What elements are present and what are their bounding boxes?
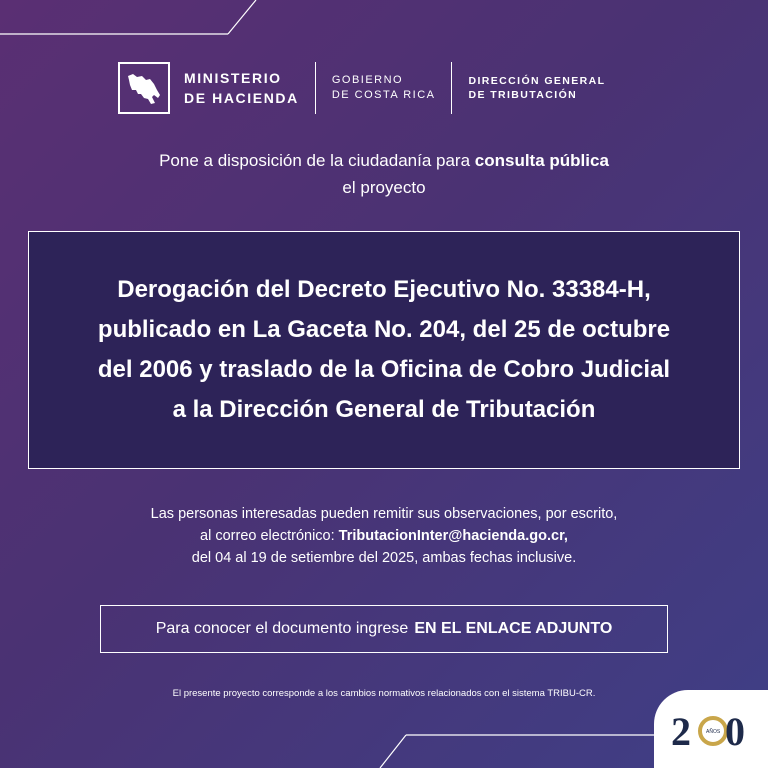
costa-rica-map-icon xyxy=(118,62,170,114)
200-years-badge xyxy=(654,690,768,768)
document-link-button[interactable]: Para conocer el documento ingrese EN EL ENLACE ADJUNTO xyxy=(100,605,668,653)
intro-text: Pone a disposición de la ciudadanía para consulta pública el proyecto xyxy=(0,147,768,201)
gob-line1: GOBIERNO xyxy=(331,74,404,86)
email-address[interactable]: TributacionInter@hacienda.go.cr, xyxy=(338,528,568,544)
header-divider xyxy=(315,62,316,114)
ministry-name xyxy=(184,68,299,108)
directorate-name xyxy=(468,74,605,102)
svg-text:2: 2 xyxy=(671,709,691,753)
dgt-line1: DIRECCIÓN GENERAL xyxy=(468,75,606,87)
government-name xyxy=(332,73,436,103)
dgt-line2: DE TRIBUTACIÓN xyxy=(468,89,578,101)
svg-text:AÑOS: AÑOS xyxy=(706,729,721,735)
200-years-logo xyxy=(669,705,753,753)
consulta-publica-label: consulta pública xyxy=(474,151,609,170)
svg-text:0: 0 xyxy=(725,709,745,753)
header-divider xyxy=(451,62,452,114)
ministry-line2: DE HACIENDA xyxy=(184,90,299,106)
observations-text: Las personas interesadas pueden remitir sus observaciones, por escrito, al correo electrónico: TributacionInter@hacienda.go.cr, del 04 al 19 de setiembre del 2025, ambas fechas inclusive. xyxy=(150,506,618,566)
project-title-box xyxy=(28,231,740,469)
footnote: El presente proyecto corresponde a los cambios normativos relacionados con el sistema TRIBU-CR. xyxy=(172,688,596,699)
project-title: Derogación del Decreto Ejecutivo No. 33384-H, publicado en La Gaceta No. 204, del 25 de octubre del 2006 y traslado de la Oficina de Cobro Judicial a la Dirección General de Tributación xyxy=(97,276,671,423)
intro-line2: el proyecto xyxy=(342,178,426,197)
gob-line2: DE COSTA RICA xyxy=(331,89,436,101)
ministry-line1: MINISTERIO xyxy=(184,70,282,86)
header xyxy=(118,62,605,114)
